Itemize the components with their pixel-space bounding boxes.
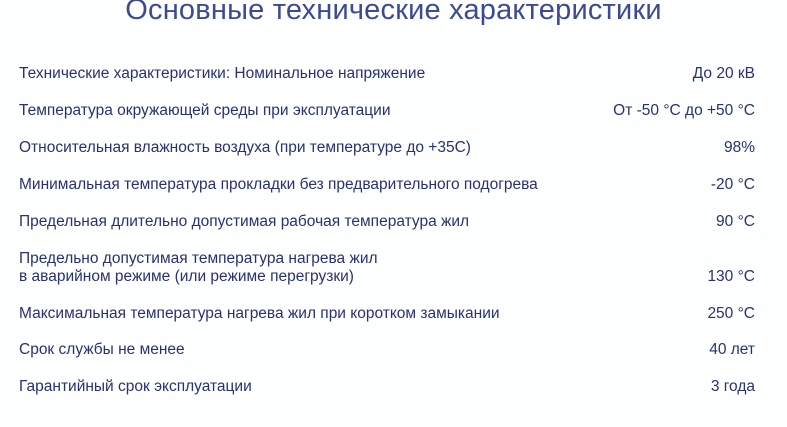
spec-row-warranty — [19, 378, 759, 396]
spec-label: Максимальная температура нагрева жил при коротком замыкании — [19, 305, 500, 322]
spec-row-short-circuit-temperature — [19, 305, 759, 323]
spec-label: Срок службы не менее — [19, 341, 185, 358]
spec-value: От -50 °С до +50 °С — [613, 102, 755, 119]
page-title: Основные технические характеристики — [125, 0, 662, 26]
spec-row-emergency-temperature — [19, 250, 759, 286]
spec-value: До 20 кВ — [692, 65, 755, 82]
spec-value: 130 °С — [707, 268, 755, 285]
spec-label — [19, 250, 378, 286]
spec-row-humidity — [19, 139, 759, 157]
spec-value: 98% — [723, 139, 755, 156]
spec-label: Минимальная температура прокладки без предварительного подогрева — [19, 176, 538, 193]
spec-label: Относительная влажность воздуха (при температуре до +35С) — [19, 139, 471, 156]
spec-value: 90 °С — [716, 213, 755, 230]
specs-list — [19, 65, 759, 396]
spec-label: Технические характеристики: Номинальное напряжение — [19, 65, 426, 82]
spec-row-min-laying-temperature — [19, 176, 759, 194]
spec-row-service-life — [19, 341, 759, 359]
spec-value: 3 года — [710, 378, 755, 395]
spec-value: 40 лет — [709, 341, 755, 358]
spec-row-rated-voltage — [19, 65, 759, 83]
spec-label: Предельная длительно допустимая рабочая температура жил — [19, 213, 470, 230]
spec-label-line: в аварийном режиме (или режиме перегрузки) — [19, 268, 354, 285]
spec-label: Температура окружающей среды при эксплуатации — [19, 102, 391, 119]
spec-label: Гарантийный срок эксплуатации — [19, 378, 252, 395]
spec-value: 250 °С — [707, 305, 755, 322]
spec-row-ambient-temperature — [19, 102, 759, 120]
spec-label-line: Предельно допустимая температура нагрева жил — [19, 250, 378, 267]
spec-value: -20 °С — [710, 176, 755, 193]
spec-row-operating-temperature — [19, 213, 759, 231]
